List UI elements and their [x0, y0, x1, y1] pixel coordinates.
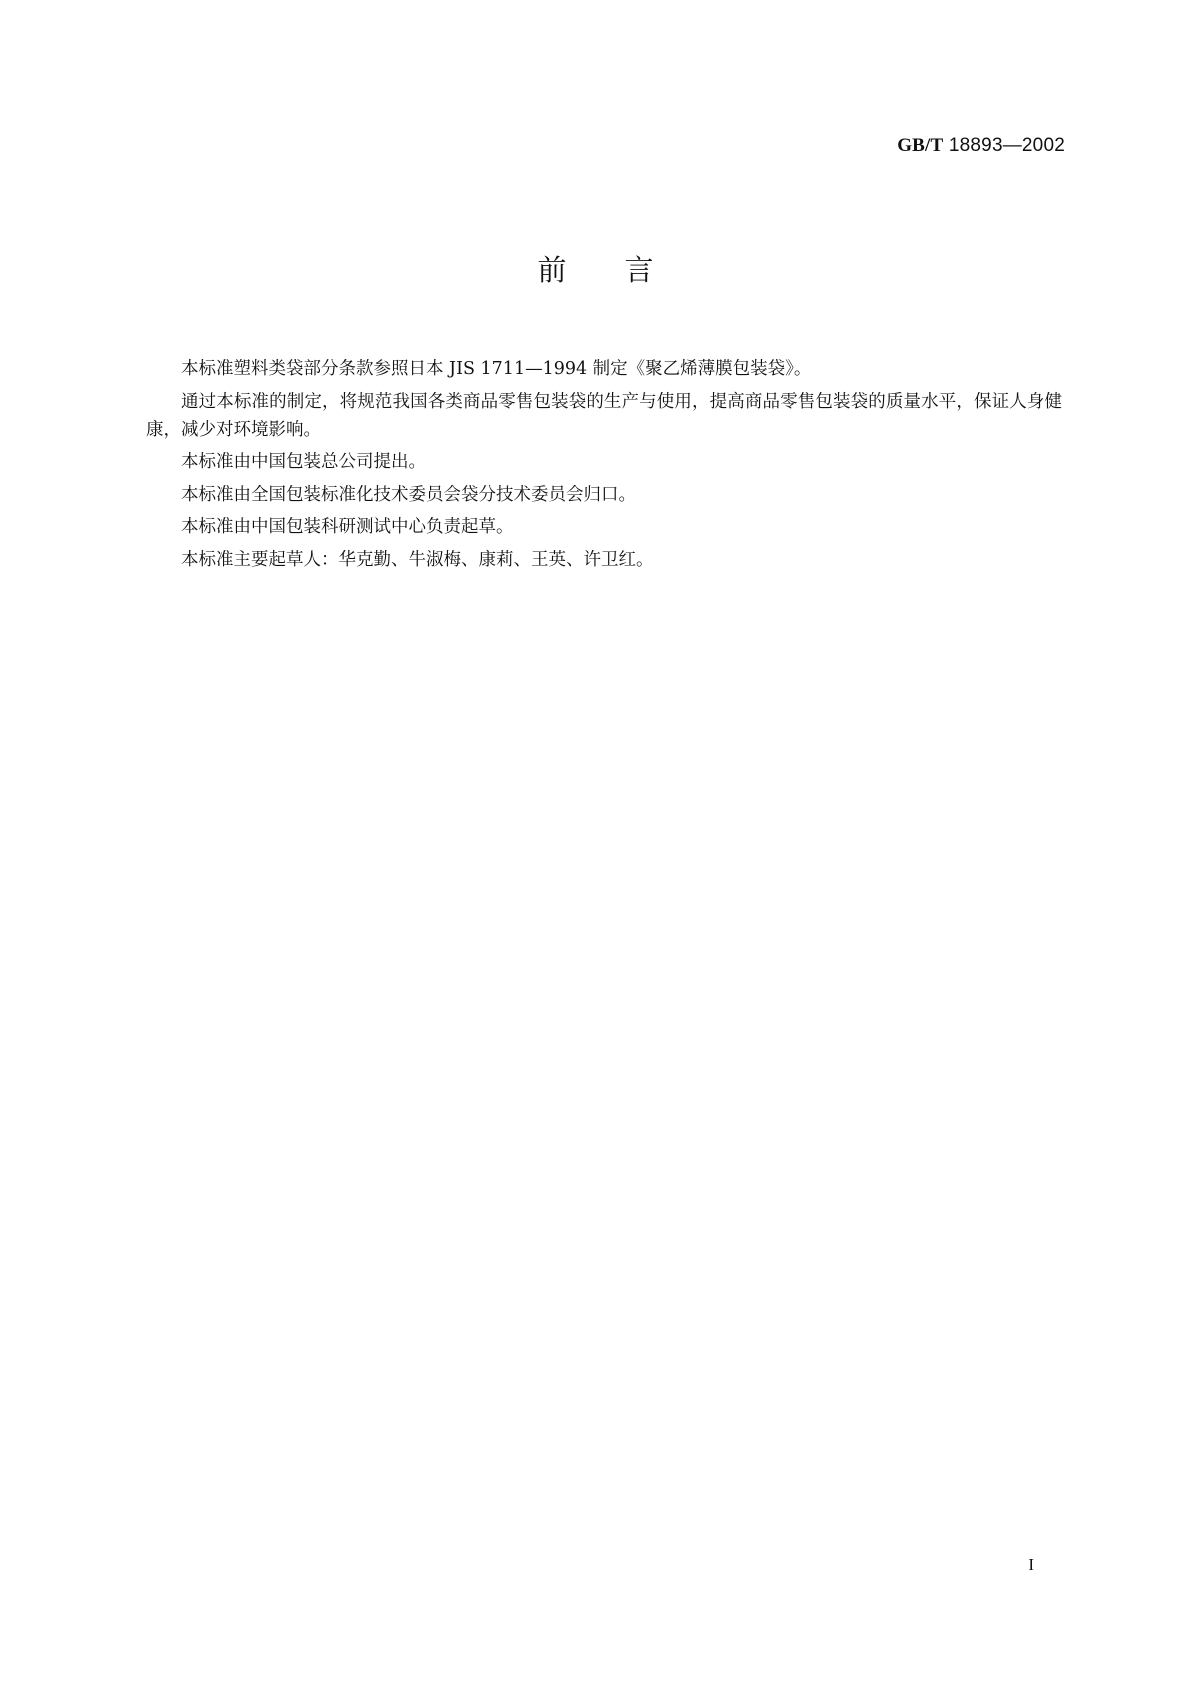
paragraph-proposed-by: 本标准由中国包装总公司提出。	[181, 452, 426, 472]
paragraph-centralized-by: 本标准由全国包装标准化技术委员会袋分技术委员会归口。	[181, 484, 636, 505]
paragraph-drafted-by: 本标准由中国包装科研测试中心负责起草。	[181, 517, 514, 537]
page-number: I	[1028, 1555, 1034, 1574]
standard-code-prefix: GB/T	[897, 135, 944, 156]
paragraph-reference: 本标准塑料类袋部分条款参照日本 JIS 1711—1994 制定《聚乙烯薄膜包装袋》。	[181, 359, 812, 379]
paragraph-drafters: 本标准主要起草人：华克勤、牛淑梅、康莉、王英、许卫红。	[181, 549, 654, 570]
paragraph-purpose: 通过本标准的制定，将规范我国各类商品零售包装袋的生产与使用，提高商品零售包装袋的质量水平，保证人身健康，减少对环境影响。	[146, 391, 1062, 440]
page-title: 前言	[537, 253, 712, 287]
foreword-body	[146, 355, 1062, 578]
standard-code-number: 18893—2002	[943, 135, 1065, 156]
standard-code	[897, 134, 1065, 157]
